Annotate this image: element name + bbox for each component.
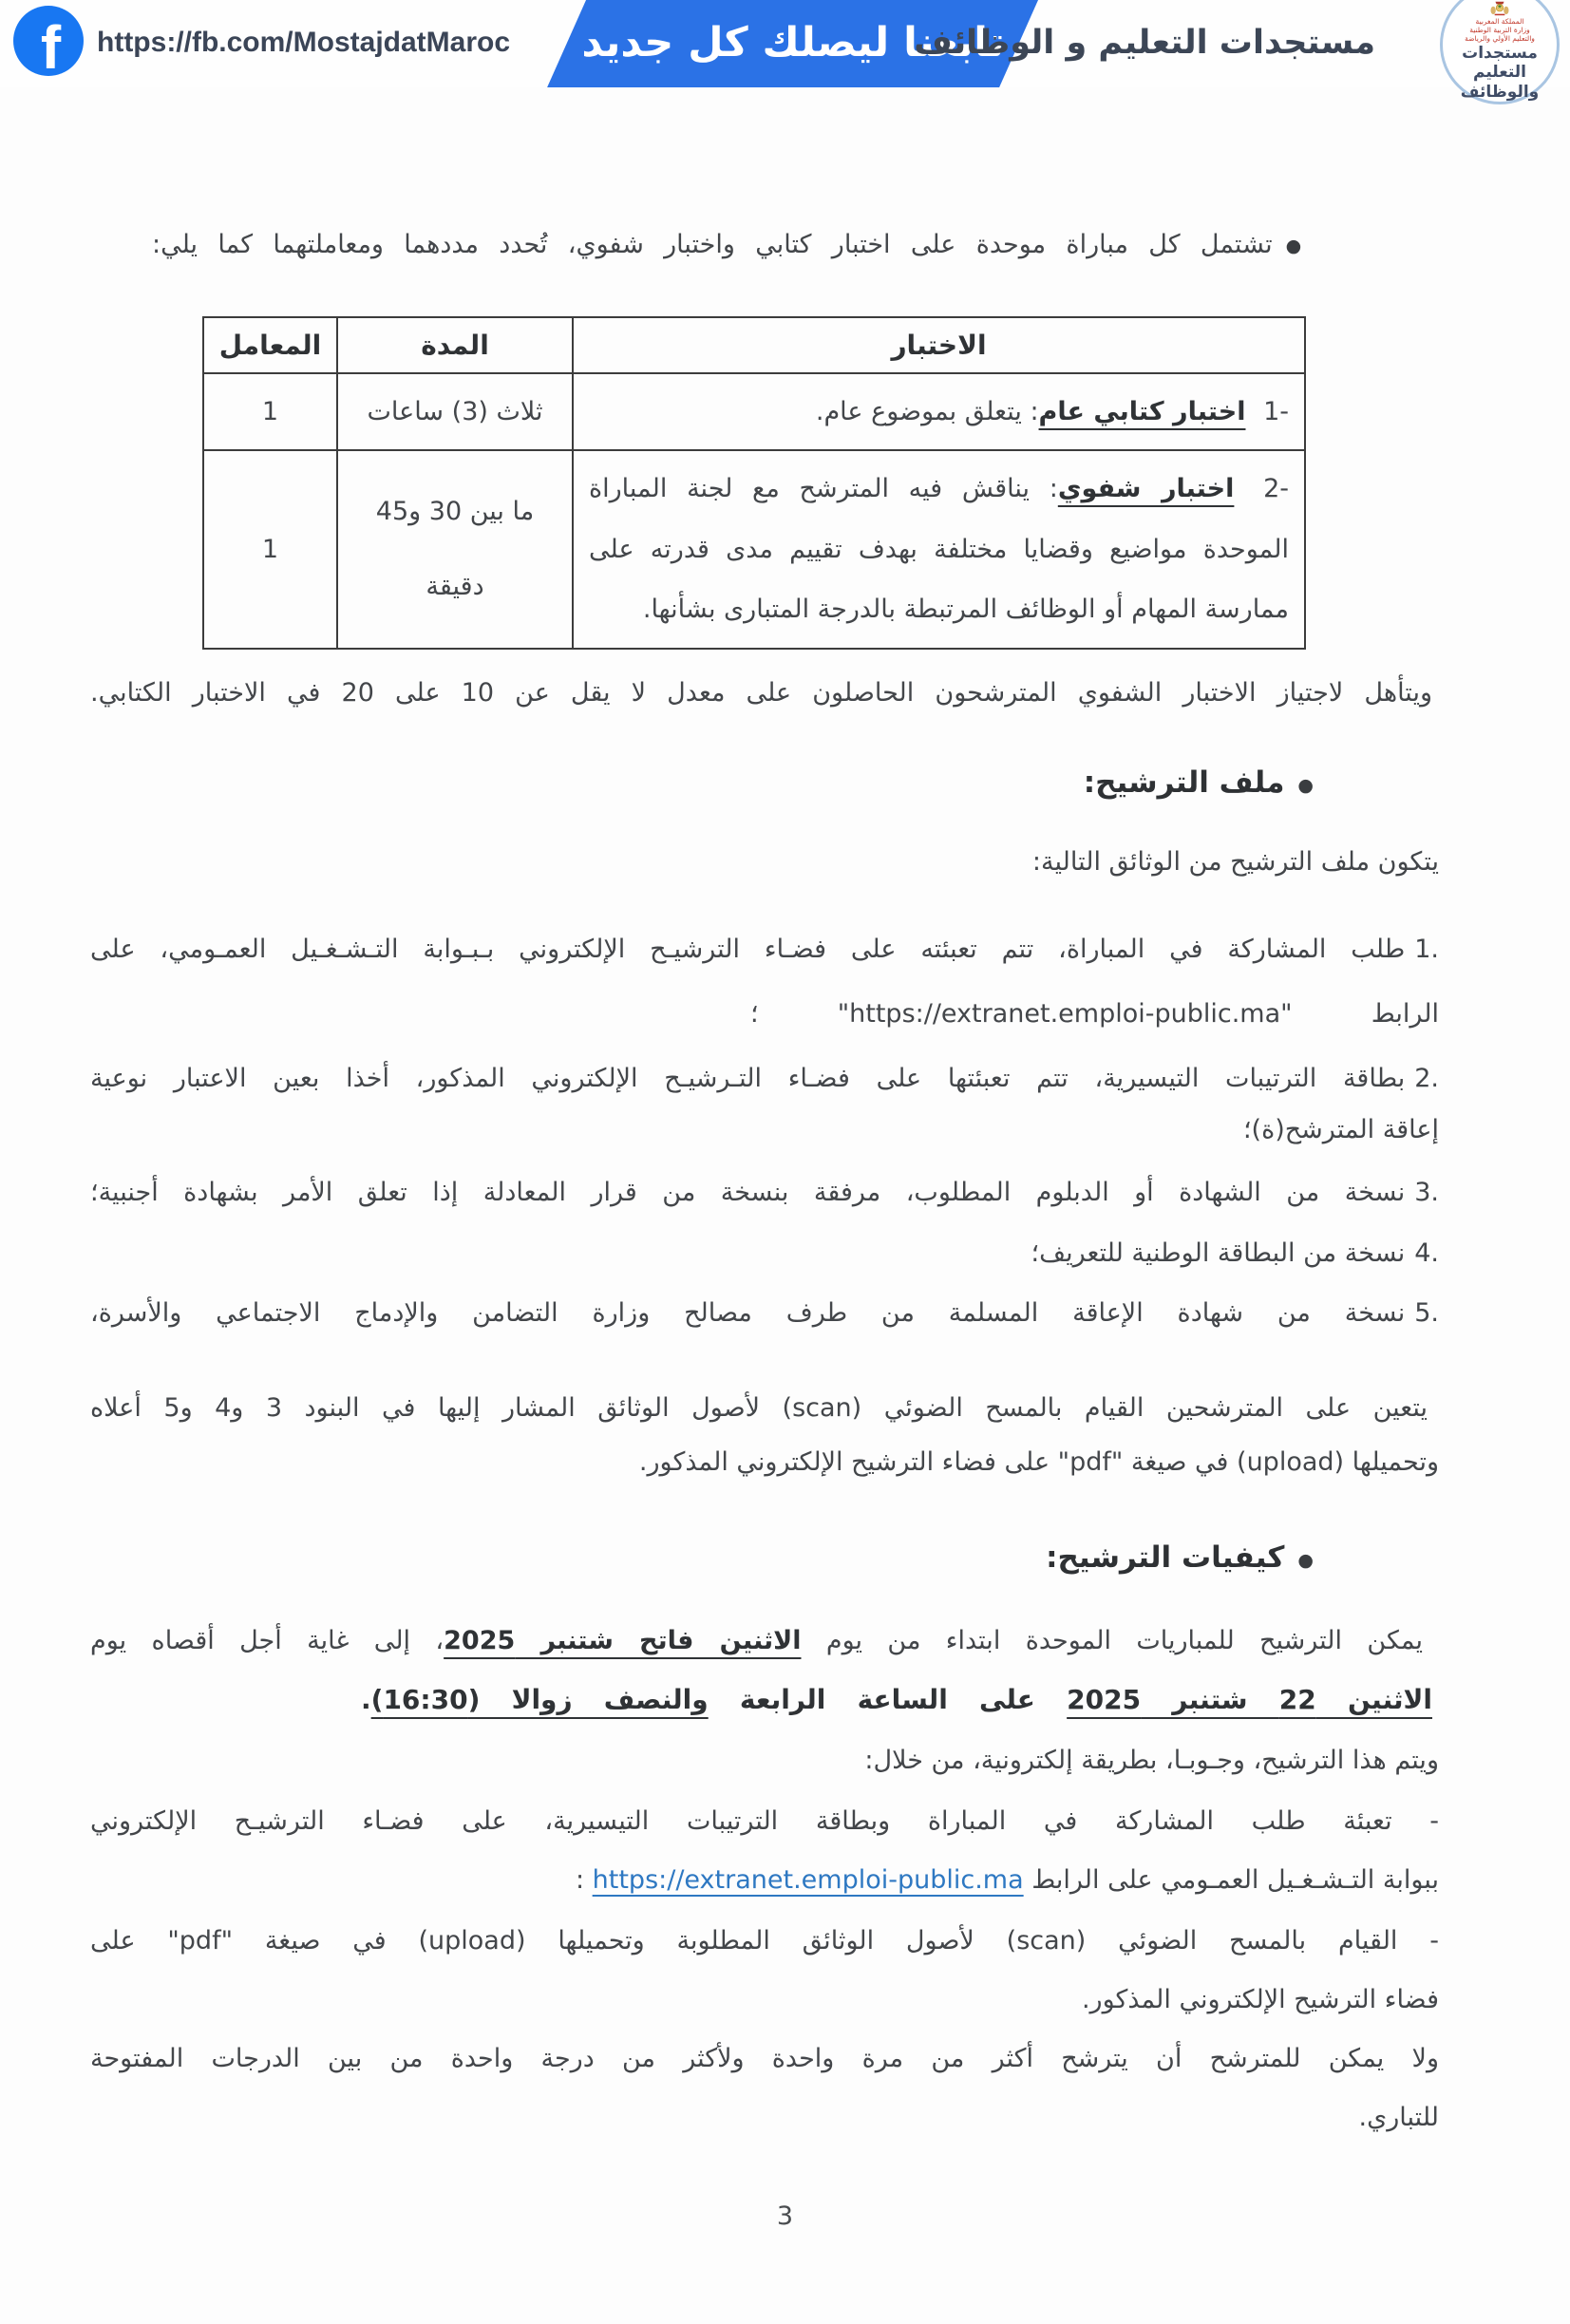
exam-1-num: 1-: [1263, 397, 1289, 426]
bullet-icon: ●: [1297, 1549, 1314, 1571]
exam-cell-1: [573, 373, 1305, 450]
duration-cell-1: ثلاث (3) ساعات: [337, 373, 573, 450]
section-heading-application-file: ●ملف الترشيح:: [1083, 765, 1314, 800]
list-item-5: 5.نسخة من شهادة الإعاقة المسلمة من طرف مصالح وزارة التضامن والإدماج الاجتماعي والأسرة،: [90, 1298, 1439, 1328]
scan-note-line-1: يتعين على المترشحين القيام بالمسح الضوئي (scan) لأصول الوثائق المشار إليها في البنود 3 و4 و5 أعلاه: [90, 1393, 1428, 1423]
section-heading-application-methods: ●كيفيات الترشيح:: [1046, 1540, 1314, 1575]
col-header-exam: الاختبار: [573, 317, 1305, 373]
final-paragraph-line-1: ولا يمكن للمترشح أن يترشح أكثر من مرة واحدة ولأكثر من درجة واحدة من بين الدرجات المفتوحة: [90, 2044, 1439, 2073]
extranet-link[interactable]: https://extranet.emploi-public.ma: [592, 1865, 1024, 1895]
logo-tiny-line-2: وزارة التربية الوطنية: [1469, 26, 1530, 35]
exam-1-desc: : يتعلق بموضوع عام.: [815, 397, 1039, 426]
dash-item-1-line-2: ببوابة التـشـغـيل العمـومي على الرابط https://extranet.emploi-public.ma :: [575, 1865, 1439, 1895]
follow-ribbon-text: تابعنا ليصلك كل جديد: [581, 19, 1005, 66]
start-date: الاثنين فاتح شتنبر 2025: [444, 1626, 802, 1655]
list-item-1-line-2: الرابط "https://extranet.emploi-public.ma" ؛: [750, 999, 1439, 1029]
exams-table: [202, 316, 1306, 650]
list-item-3: 3.نسخة من الشهادة أو الدبلوم المطلوب، مرفقة بنسخة من قرار المعادلة إذا تعلق الأمر بشهادة أجنبية؛: [90, 1178, 1439, 1207]
logo-name-line-1: مستجدات التعليم: [1462, 43, 1538, 83]
list-item-1-line-1: 1.طلب المشاركة في المباراة، تتم تعبئته على فضـاء الترشيـح الإلكتروني بـبـوابة التـشـغـيل العمـومي، على: [90, 935, 1439, 964]
deadline-time: والنصف زوالا (16:30): [370, 1684, 709, 1715]
logo-tiny-line-3: والتعليم الأولي والرياضة: [1465, 34, 1535, 44]
dash-item-2-line-1: - القيام بالمسح الضوئي (scan) لأصول الوثائق المطلوبة وتحميلها (upload) في صيغة "pdf" على: [90, 1926, 1439, 1956]
bullet-icon: ●: [1297, 774, 1314, 796]
col-header-duration: المدة: [337, 317, 573, 373]
oral-qualification-paragraph: ويتأهل لاجتياز الاختبار الشفوي المترشحون الحاصلون على معدل لا يقل عن 10 على 20 في الاختبار الكتابي.: [90, 678, 1432, 708]
dates-line-2: الاثنين 22 شتنبر 2025 على الساعة الرابعة والنصف زوالا (16:30).: [361, 1684, 1432, 1715]
intro-text: تشتمل كل مباراة موحدة على اختبار كتابي واختبار شفوي، تُحدد مددهما ومعاملتهما كما يلي:: [152, 230, 1273, 259]
facebook-url: https://fb.com/MostajdatMaroc: [97, 27, 511, 58]
dates-line-1: يمكن الترشيح للمباريات الموحدة ابتداء من يوم الاثنين فاتح شتنبر 2025، إلى غاية أجل أقصاه يوم: [90, 1626, 1423, 1655]
exam-2-title: اختبار شفوي: [1057, 474, 1235, 504]
exam-2-desc: : يناقش فيه المترشح مع لجنة المباراة الموحدة مواضيع وقضايا مختلفة بهدف تقييم مدى قدرته على ممارسة المهام أو الوظائف المرتبطة بالدرجة المتبارى بشأنها.: [589, 474, 1289, 625]
exam-1-title: اختبار كتابي عام: [1038, 397, 1246, 426]
exam-2-num: 2-: [1263, 474, 1289, 504]
exam-cell-2: [573, 450, 1305, 648]
intro-paragraph: [152, 218, 1314, 272]
bullet-icon: ●: [1285, 235, 1314, 256]
method-intro-line: ويتم هذا الترشيح، وجـوبـا، بطريقة إلكترونية، من خلال:: [864, 1746, 1439, 1775]
col-header-coefficient: المعامل: [203, 317, 337, 373]
duration-cell-2: ما بين 30 و45 دقيقة: [337, 450, 573, 648]
table-header-row: [203, 317, 1305, 373]
list-item-4: 4.نسخة من البطاقة الوطنية للتعريف؛: [1031, 1238, 1439, 1268]
scan-note-line-2: وتحميلها (upload) في صيغة "pdf" على فضاء الترشيح الإلكتروني المذكور.: [638, 1447, 1439, 1477]
final-paragraph-line-2: للتباري.: [1358, 2103, 1439, 2132]
list-item-2-line-1: 2.بطاقة الترتيبات التيسيرية، تتم تعبئتها على فضـاء التـرشيـح الإلكتروني المذكور، أخذا بعين الاعتبار نوعية: [90, 1064, 1439, 1093]
coefficient-cell-2: 1: [203, 450, 337, 648]
dash-item-2-line-2: فضاء الترشيح الإلكتروني المذكور.: [1081, 1985, 1439, 2014]
page-number: 3: [776, 2201, 794, 2231]
end-date: الاثنين 22 شتنبر 2025: [1067, 1684, 1432, 1715]
list-item-2-line-2: إعاقة المترشح(ة)؛: [1242, 1115, 1439, 1144]
logo-tiny-line-1: المملكة المغربية: [1475, 16, 1524, 26]
dash-item-1-line-1: - تعبئة طلب المشاركة في المباراة وبطاقة الترتيبات التيسيرية، على فضـاء الترشيـح الإلكتروني: [90, 1806, 1439, 1836]
table-row: [203, 450, 1305, 648]
header-title: مستجدات التعليم و الوظائف: [914, 24, 1375, 62]
table-row: [203, 373, 1305, 450]
facebook-f-glyph: f: [40, 13, 62, 76]
logo-name-line-2: والوظائف: [1460, 82, 1540, 102]
file-list-intro: يتكون ملف الترشيح من الوثائق التالية:: [1031, 847, 1439, 877]
coefficient-cell-1: 1: [203, 373, 337, 450]
